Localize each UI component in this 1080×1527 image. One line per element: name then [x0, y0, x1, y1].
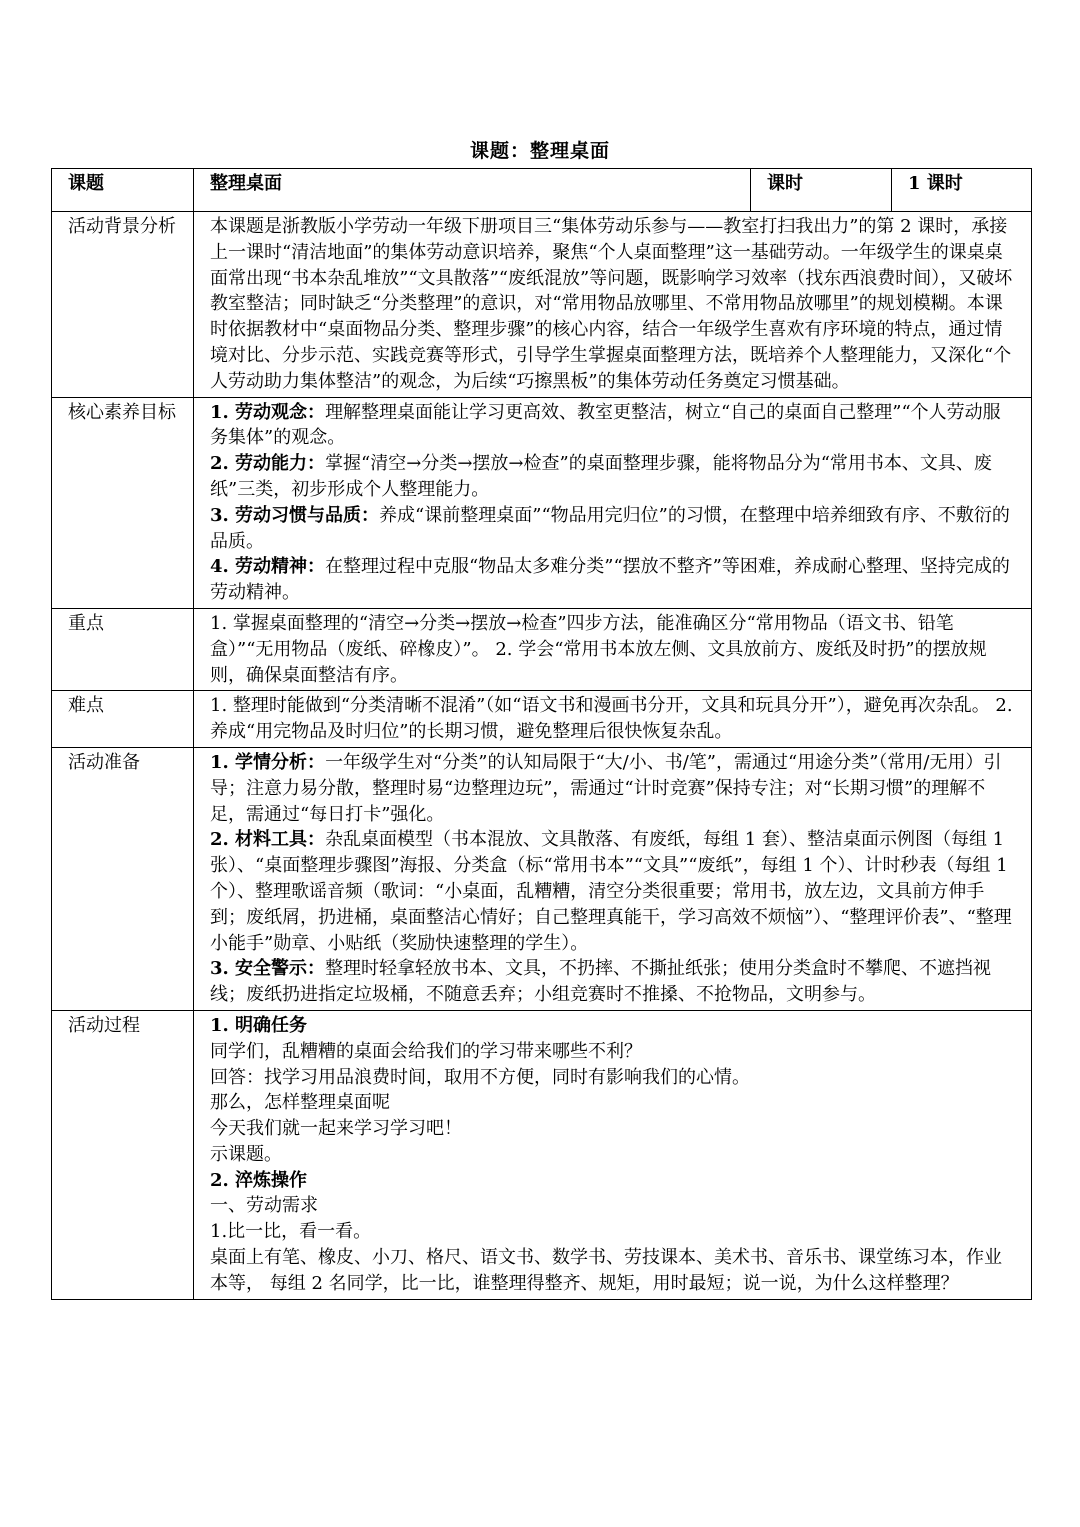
goal-heading: 4. 劳动精神：: [210, 556, 326, 578]
process-line: 桌面上有笔、橡皮、小刀、格尺、语文书、数学书、劳技课本、美术书、音乐书、课堂练习本，作业本等， 每组 2 名同学，比一比，谁整理得整齐、规矩，用时最短；说一说，为什么这样整理？: [210, 1247, 1002, 1294]
preparation-label: 活动准备: [52, 747, 194, 1010]
preparation-heading: 2. 材料工具：: [210, 829, 326, 851]
process-label: 活动过程: [52, 1010, 194, 1299]
process-content: [194, 1010, 1032, 1299]
goal-heading: 3. 劳动习惯与品质：: [210, 504, 380, 526]
goal-text: 养成“课前整理桌面”“物品用完归位”的习惯，在整理中培养细致有序、不敷衍的品质。: [210, 504, 1010, 552]
preparation-text: 一年级学生对“分类”的认知局限于“大/小、书/笔”，需通过“用途分类”（常用/无用）引导；注意力易分散，整理时易“边整理边玩”，需通过“计时竞赛”保持专注；对“长期习惯”的理解不足，需通过“每日打卡”强化。: [210, 751, 1002, 825]
hours-label: 课时: [751, 169, 892, 212]
process-line: 回答：找学习用品浪费时间，取用不方便，同时有影响我们的心情。: [210, 1066, 750, 1088]
header-row: [52, 169, 1032, 212]
lesson-plan-table: [51, 168, 1032, 1300]
topic-label: 课题: [52, 169, 194, 212]
process-line: 一、劳动需求: [210, 1195, 318, 1217]
preparation-content: [194, 747, 1032, 1010]
goal-text: 在整理过程中克服“物品太多难分类”“摆放不整齐”等困难，养成耐心整理、坚持完成的劳动精神。: [210, 556, 1010, 604]
goals-label: 核心素养目标: [52, 397, 194, 608]
key-points-row: [52, 608, 1032, 690]
preparation-heading: 3. 安全警示：: [210, 958, 326, 980]
preparation-item: [210, 956, 1017, 1008]
goal-item: [210, 503, 1017, 555]
process-line: 1.比一比，看一看。: [210, 1221, 372, 1243]
difficulties-text: 1. 整理时能做到“分类清晰不混淆”（如“语文书和漫画书分开，文具和玩具分开”），避免再次杂乱。 2. 养成“用完物品及时归位”的长期习惯，避免整理后很快恢复杂乱。: [194, 691, 1032, 748]
document-title: 课题：整理桌面: [469, 140, 610, 162]
background-row: [52, 212, 1032, 398]
goal-text: 掌握“清空→分类→摆放→检查”的桌面整理步骤，能将物品分为“常用书本、文具、废纸”三类，初步形成个人整理能力。: [210, 453, 992, 500]
preparation-text: 杂乱桌面模型（书本混放、文具散落、有废纸，每组 1 套）、整洁桌面示例图（每组 1 张）、“桌面整理步骤图”海报、分类盒（标“常用书本”“文具”“废纸”，每组 1 个）、计时秒表（每组 1 个）、整理歌谣音频（歌词：“小桌面，乱糟糟，清空分类很重要；常用书，放左边，文具前方伸手到；废纸屑，扔进桶，桌面整洁心情好；自己整理真能干，学习高效不烦恼”）、“整理评价表”、“整理小能手”勋章、小贴纸（奖励快速整理的学生）。: [210, 829, 1012, 954]
process-line: 示课题。: [210, 1143, 282, 1165]
preparation-text: 整理时轻拿轻放书本、文具，不扔摔、不撕扯纸张；使用分类盒时不攀爬、不遮挡视线；废纸扔进指定垃圾桶，不随意丢弃；小组竞赛时不推搡、不抢物品，文明参与。: [210, 958, 992, 1006]
background-text: 本课题是浙教版小学劳动一年级下册项目三“集体劳动乐参与——教室打扫我出力”的第 2 课时，承接上一课时“清洁地面”的集体劳动意识培养，聚焦“个人桌面整理”这一基础劳动。一年级学生的课桌桌面常出现“书本杂乱堆放”“文具散落”“废纸混放”等问题，既影响学习效率（找东西浪费时间），又破坏教室整洁；同时缺乏“分类整理”的意识，对“常用物品放哪里、不常用物品放哪里”的规划模糊。本课时依据教材中“桌面物品分类、整理步骤”的核心内容，结合一年级学生喜欢有序环境的特点，通过情境对比、分步示范、实践竞赛等形式，引导学生掌握桌面整理方法，既培养个人整理能力，又深化“个人劳动助力集体整洁”的观念，为后续“巧擦黑板”的集体劳动任务奠定习惯基础。: [194, 212, 1032, 398]
goal-item: [210, 451, 1017, 503]
preparation-row: [52, 747, 1032, 1010]
goal-item: [210, 400, 1017, 452]
process-line: 同学们，乱糟糟的桌面会给我们的学习带来哪些不利？: [210, 1040, 642, 1062]
process-line: 今天我们就一起来学习学习吧！: [210, 1118, 462, 1140]
process-row: [52, 1010, 1032, 1299]
preparation-item: [210, 827, 1017, 956]
goals-content: [194, 397, 1032, 608]
goal-text: 理解整理桌面能让学习更高效、教室更整洁，树立“自己的桌面自己整理”“个人劳动服务集体”的观念。: [210, 401, 1001, 449]
goal-item: [210, 554, 1017, 606]
preparation-heading: 1. 学情分析：: [210, 751, 326, 773]
key-points-label: 重点: [52, 608, 194, 690]
topic-value: 整理桌面: [194, 169, 751, 212]
goal-heading: 1. 劳动观念：: [210, 401, 326, 423]
preparation-item: [210, 750, 1017, 827]
difficulties-label: 难点: [52, 691, 194, 748]
background-label: 活动背景分析: [52, 212, 194, 398]
process-section-heading: 1. 明确任务: [210, 1014, 308, 1036]
goal-heading: 2. 劳动能力：: [210, 453, 326, 475]
goals-row: [52, 397, 1032, 608]
difficulties-row: [52, 691, 1032, 748]
process-section-heading: 2. 淬炼操作: [210, 1169, 308, 1191]
process-line: 那么，怎样整理桌面呢: [210, 1092, 390, 1114]
key-points-text: 1. 掌握桌面整理的“清空→分类→摆放→检查”四步方法，能准确区分“常用物品（语文书、铅笔盒）”“无用物品（废纸、碎橡皮）”。 2. 学会“常用书本放左侧、文具放前方、废纸及时扔”的摆放规则，确保桌面整洁有序。: [194, 608, 1032, 690]
hours-value: 1 课时: [892, 169, 1032, 212]
